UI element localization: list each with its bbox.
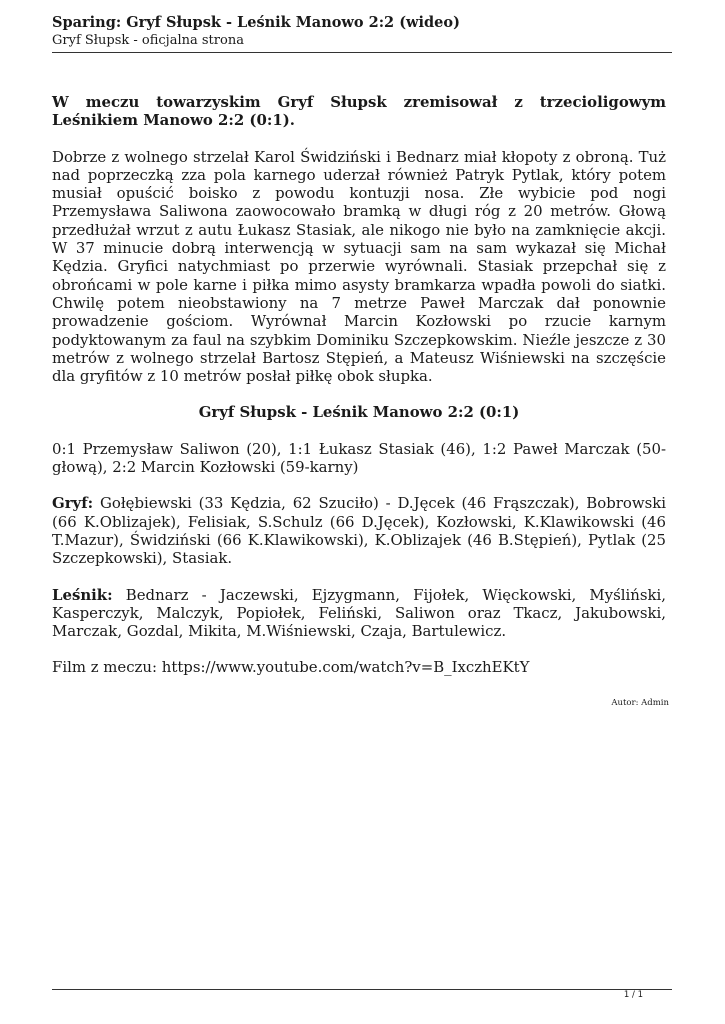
header-divider [52, 52, 672, 53]
video-link: Film z meczu: https://www.youtube.com/watch?v=B_IxczhEKtY [52, 658, 530, 677]
lesnik-lineup-text: Bednarz - Jaczewski, Ejzygmann, Fijołek, Więckowski, Myśliński, Kasperczyk, Malczyk, Popiołek, Feliński, Saliwon oraz Tkacz, Jakubowski, Marczak, Gozdal, Mikita, M.Wiśniewski, Czaja, Bartulewicz. [52, 585, 666, 641]
gryf-lineup [52, 494, 666, 567]
document-header [52, 14, 672, 49]
lesnik-label: Leśnik: [52, 585, 113, 604]
site-name: Gryf Słupsk - oficjalna strona [52, 33, 244, 48]
gryf-label: Gryf: [52, 494, 94, 513]
document-title: Sparing: Gryf Słupsk - Leśnik Manowo 2:2 (wideo) [52, 14, 460, 31]
match-score-title: Gryf Słupsk - Leśnik Manowo 2:2 (0:1) [198, 403, 520, 422]
page-number: 1 / 1 [623, 990, 643, 1000]
goals-summary: 0:1 Przemysław Saliwon (20), 1:1 Łukasz Stasiak (46), 1:2 Paweł Marczak (50-głową), 2:2 Marcin Kozłowski (59-karny) [52, 439, 666, 477]
footer-divider [52, 989, 672, 990]
lesnik-lineup [52, 586, 666, 641]
article-lead: W meczu towarzyskim Gryf Słupsk zremisował z trzecioligowym Leśnikiem Manowo 2:2 (0:1). [52, 93, 666, 130]
gryf-lineup-text: Gołębiewski (33 Kędzia, 62 Szuciło) - D.Jęcek (46 Frąszczak), Bobrowski (66 K.Oblizajek), Felisiak, S.Schulz (66 D.Jęcek), Kozłowski, K.Klawikowski (46 T.Mazur), Świdziński (66 K.Klawikowski), K.Oblizajek (46 B.Stępień), Pytlak (25 Szczepkowski), Stasiak. [52, 494, 667, 568]
author-credit: Autor: Admin [611, 698, 669, 708]
article-body: Dobrze z wolnego strzelał Karol Świdziński i Bednarz miał kłopoty z obroną. Tuż nad poprzeczką zza pola karnego uderzał również Patryk Pytlak, który potem musiał opuścić boisko z powodu kontuzji nosa. Złe wybicie pod nogi Przemysława Saliwona zaowocowało bramką w długi róg z 20 metrów. Głową przedłużał wrzut z autu Łukasz Stasiak, ale nikogo nie było na zamknięcie akcji. W 37 minucie dobrą interwencją w sytuacji sam na sam wykazał się Michał Kędzia. Gryfici natychmiast po przerwie wyrównali. Stasiak przepchał się z obrońcami w pole karne i piłka mimo asysty bramkarza wpadła powoli do siatki. Chwilę potem nieobstawiony na 7 metrze Paweł Marczak dał ponownie prowadzenie gościom. Wyrównał Marcin Kozłowski po rzucie karnym podyktowanym za faul na szybkim Dominiku Szczepkowskim. Nieźle jeszcze z 30 metrów z wolnego strzelał Bartosz Stępień, a Mateusz Wiśniewski na szczęście dla gryfitów z 10 metrów posłał piłkę obok słupka. [52, 147, 666, 386]
article-content [52, 93, 666, 695]
